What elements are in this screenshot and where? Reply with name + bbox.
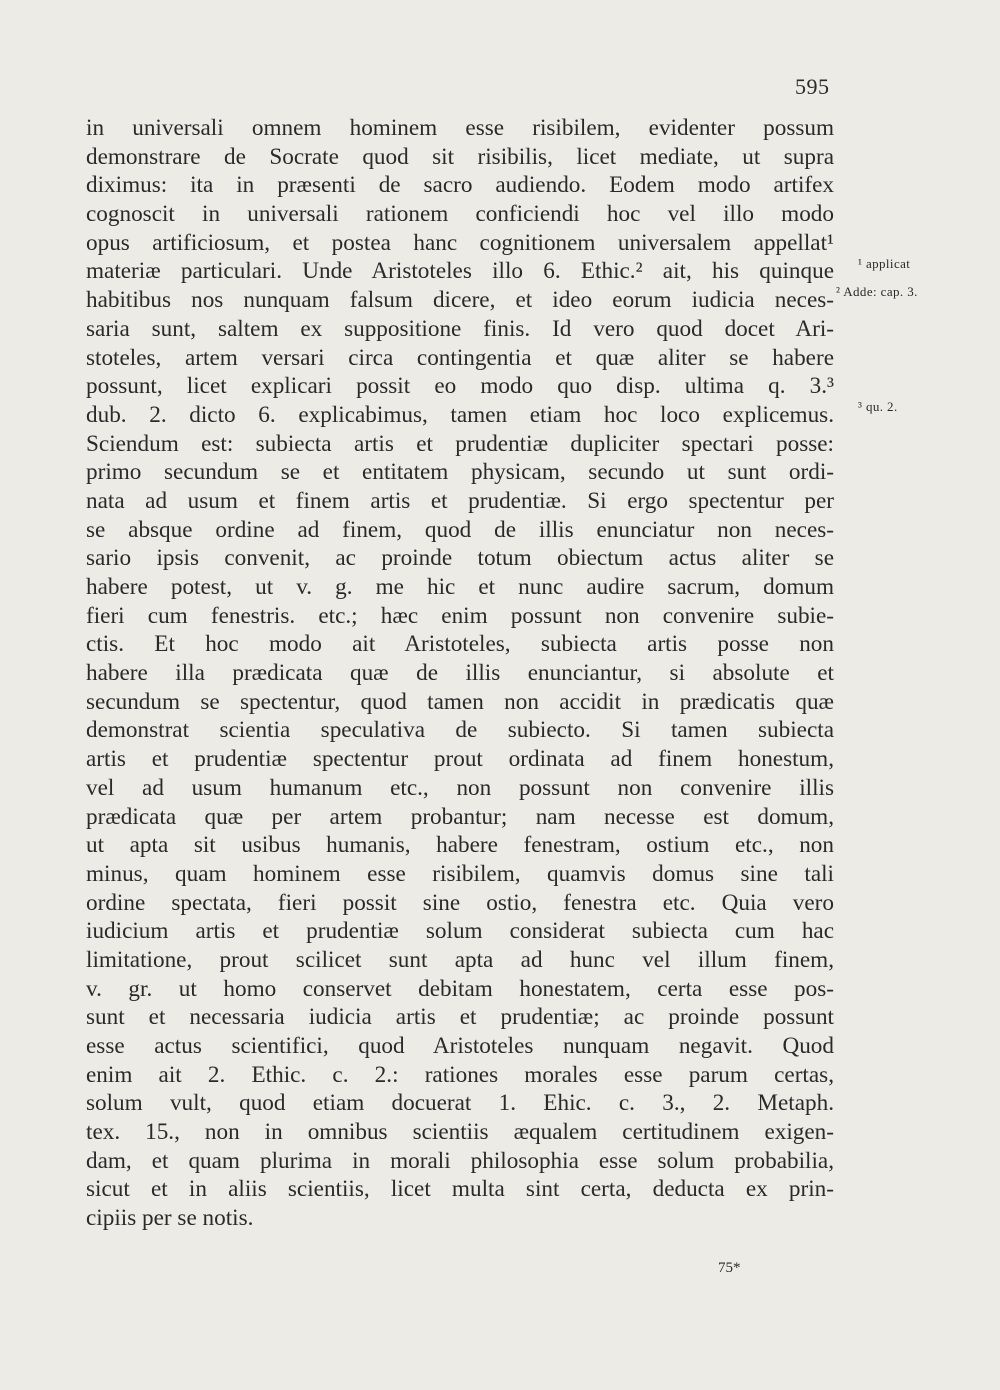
signature-mark: 75* <box>718 1260 741 1276</box>
text-line: se absque ordine ad finem, quod de illis enunciatur non neces- <box>86 516 834 543</box>
page-number: 595 <box>795 74 830 99</box>
text-line: iudicium artis et prudentiæ solum considerat subiecta cum hac <box>86 918 834 945</box>
text-line: stoteles, artem versari circa contingentia et quæ aliter se habere <box>86 344 834 371</box>
text-line: solum vult, quod etiam docuerat 1. Ehic. c. 3., 2. Metaph. <box>86 1090 834 1117</box>
text-line: habere potest, ut v. g. me hic et nunc audire sacrum, domum <box>86 574 834 600</box>
text-line: demonstrare de Socrate quod sit risibilis, licet mediate, ut supra <box>86 143 834 170</box>
text-line: dam, et quam plurima in morali philosophia esse solum probabilia, <box>86 1147 834 1174</box>
text-line: sario ipsis convenit, ac proinde totum obiectum actus aliter se <box>86 545 834 572</box>
text-line: demonstrat scientia speculativa de subiecto. Si tamen subiecta <box>86 717 834 744</box>
text-line: nata ad usum et finem artis et prudentiæ. Si ergo spectentur per <box>86 487 834 514</box>
text-line: tex. 15., non in omnibus scientiis æqualem certitudinem exigen- <box>86 1119 834 1146</box>
text-line: cipiis per se notis. <box>86 1205 254 1232</box>
text-line: secundum se spectentur, quod tamen non accidit in prædicatis quæ <box>86 688 834 715</box>
text-line: possunt, licet explicari possit eo modo quo disp. ultima q. 3.³ <box>86 373 834 400</box>
text-line: cognoscit in universali rationem conficiendi hoc vel illo modo <box>86 201 834 228</box>
text-line: ctis. Et hoc modo ait Aristoteles, subiecta artis posse non <box>86 631 834 658</box>
margin-note-1: ¹ applicat <box>858 256 911 271</box>
text-line: limitatione, prout scilicet sunt apta ad hunc vel illum finem, <box>86 946 834 973</box>
text-line: sunt et necessaria iudicia artis et prudentiæ; ac proinde possunt <box>86 1004 834 1031</box>
text-line: fieri cum fenestris. etc.; hæc enim possunt non convenire subie- <box>86 602 834 629</box>
text-line: Sciendum est: subiecta artis et prudentiæ dupliciter spectari posse: <box>86 430 834 457</box>
margin-note-3: ³ qu. 2. <box>858 399 898 414</box>
text-line: v. gr. ut homo conservet debitam honestatem, certa esse pos- <box>86 975 834 1002</box>
text-line: minus, quam hominem esse risibilem, quamvis domus sine tali <box>86 860 834 887</box>
margin-note-2: ² Adde: cap. 3. <box>836 284 918 299</box>
text-line: ut apta sit usibus humanis, habere fenestram, ostium etc., non <box>86 832 834 859</box>
text-line: materiæ particulari. Unde Aristoteles illo 6. Ethic.² ait, his quinque <box>86 258 834 285</box>
text-line: esse actus scientifici, quod Aristoteles nunquam negavit. Quod <box>86 1033 834 1059</box>
text-line: habere illa prædicata quæ de illis enunciantur, si absolute et <box>86 660 834 687</box>
text-line: enim ait 2. Ethic. c. 2.: rationes morales esse parum certas, <box>86 1061 834 1088</box>
text-line: ordine spectata, fieri possit sine ostio, fenestra etc. Quia vero <box>86 889 834 916</box>
text-line: vel ad usum humanum etc., non possunt non convenire illis <box>86 774 834 801</box>
text-line: dub. 2. dicto 6. explicabimus, tamen etiam hoc loco explicemus. <box>86 401 834 428</box>
text-line: artis et prudentiæ spectentur prout ordinata ad finem honestum, <box>86 746 834 773</box>
text-line: prædicata quæ per artem probantur; nam necesse est domum, <box>86 803 834 830</box>
text-line: opus artificiosum, et postea hanc cognitionem universalem appellat¹ <box>86 229 834 256</box>
text-line: habitibus nos nunquam falsum dicere, et ideo eorum iudicia neces- <box>86 287 834 314</box>
text-line: primo secundum se et entitatem physicam, secundo ut sunt ordi- <box>86 459 834 486</box>
body-text <box>86 114 834 1233</box>
text-line: saria sunt, saltem ex suppositione finis. Id vero quod docet Ari- <box>86 315 834 342</box>
text-line: diximus: ita in præsenti de sacro audiendo. Eodem modo artifex <box>86 172 834 199</box>
text-line: sicut et in aliis scientiis, licet multa sint certa, deducta ex prin- <box>86 1176 834 1203</box>
text-line: in universali omnem hominem esse risibilem, evidenter possum <box>86 115 834 141</box>
